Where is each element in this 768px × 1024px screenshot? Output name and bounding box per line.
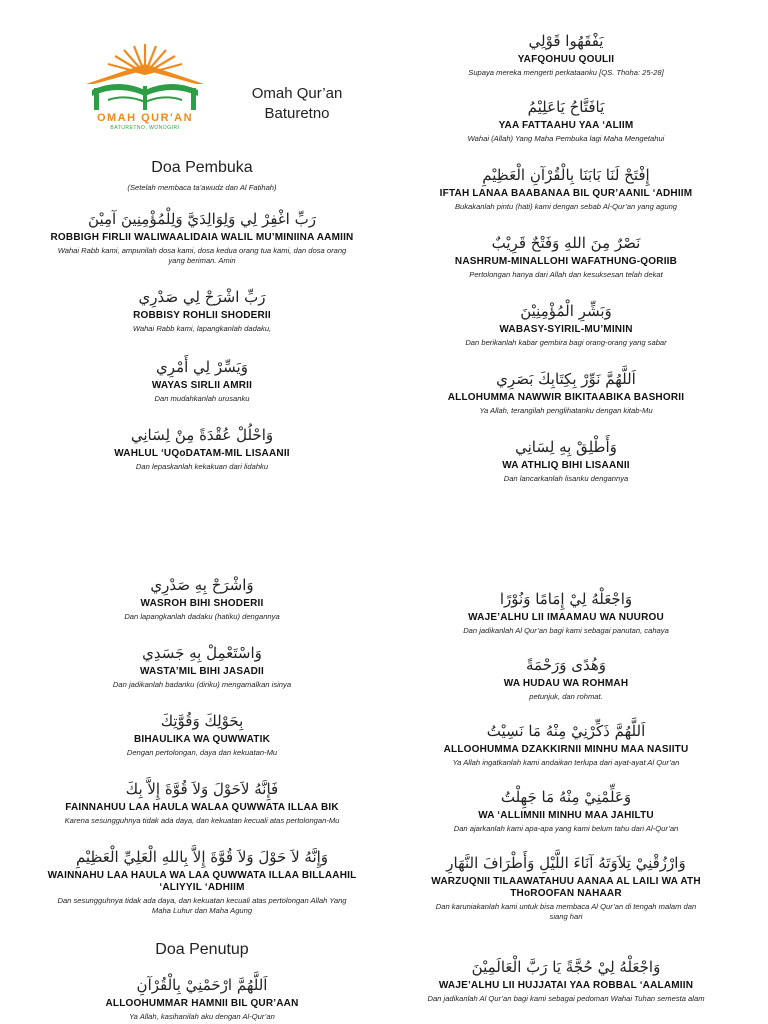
translation-text: Dan karuniakanlah kami untuk bisa membaca Al Qur’an di tengah malam dan siang hari <box>435 902 697 921</box>
arabic-text: وَاجْعَلْهُ لِيْ حُجَّةً يَا رَبَّ الْعَالَمِيْنَ <box>471 958 661 976</box>
latin-text: NASHRUM-MINALLOHI WAFATHUNG-QORIIB <box>454 256 678 267</box>
brand-name-line1: Omah Qur’an <box>251 85 343 102</box>
translation-text: Dan jadikanlah badanku (diriku) mengamalkan isinya <box>112 680 292 689</box>
arabic-text: وَاحْلُلْ عُقْدَةً مِنْ لِسَانِي <box>130 426 274 444</box>
arabic-text: وَأَطْلِقْ بِهِ لِسَانِي <box>515 438 617 456</box>
arabic-text: يَفْقَهُوا قَوْلِي <box>528 32 604 50</box>
translation-text: Dan ajarkanlah kami apa-apa yang kami belum tahu dari Al-Qur’an <box>453 824 679 833</box>
arabic-text: بِحَوْلِكَ وَقُوَّتِكَ <box>160 712 244 730</box>
latin-text: WARZUQNII TILAAWATAHUU AANAA AL LAILI WA ATH THoROOFAN NAHAAR <box>431 876 701 899</box>
arabic-text: وَيَسِّرْ لِي أَمْرِي <box>156 358 248 376</box>
section-title-penutup: Doa Penutup <box>155 941 249 958</box>
translation-text: Ya Allah, terangilah penglihatanku dengan kitab-Mu <box>479 406 653 415</box>
latin-text: BIHAULIKA WA QUWWATIK <box>133 734 271 745</box>
prayer-item <box>34 358 370 404</box>
translation-text: Pertolongan hanya dari Allah dan kesuksesan telah dekat <box>469 270 663 279</box>
brand-name <box>232 84 362 124</box>
logo-subtext: BATURETNO, WONOGIRI <box>110 125 180 131</box>
latin-text: ALLOOHUMMA DZAKKIRNII MINHU MAA NASIITU <box>443 744 689 755</box>
prayer-item <box>396 854 736 922</box>
translation-text: petunjuk, dan rohmat. <box>529 692 603 701</box>
latin-text: FAINNAHUU LAA HAULA WALAA QUWWATA ILLAA BIK <box>65 802 339 813</box>
prayer-item <box>396 32 736 78</box>
translation-text: Wahai (Allah) Yang Maha Pembuka lagi Maha Mengetahui <box>467 134 665 143</box>
prayer-item <box>34 848 370 916</box>
prayer-item <box>34 288 370 334</box>
translation-text: Dan jadikanlah Al Qur’an bagi kami sebagai pedoman Wahai Tuhan semesta alam <box>427 994 705 1003</box>
prayer-item <box>396 98 736 144</box>
latin-text: ROBBIGH FIRLII WALIWAALIDAIA WALIL MU’MINIINA AAMIIN <box>50 232 354 243</box>
arabic-text: رَبِّ اشْرَحْ لِي صَدْرِي <box>138 288 266 306</box>
arabic-text: فَإِنَّهُ لاَحَوْلَ وَلاَ قُوَّةَ إِلاَّ بِكَ <box>125 780 279 798</box>
translation-text: Dan lepaskanlah kekakuan dari lidahku <box>135 462 269 471</box>
arabic-text: وَاسْتَعْمِلْ بِهِ جَسَدِي <box>142 644 262 662</box>
prayer-item <box>396 234 736 280</box>
pembuka-header <box>34 158 370 193</box>
right-top-column <box>396 32 736 502</box>
arabic-text: يَافَتَّاحُ يَاعَلِيْمُ <box>527 98 605 116</box>
latin-text: IFTAH LANAA BAABANAA BIL QUR’AANIL ‘ADHIIM <box>439 188 693 199</box>
prayer-item <box>34 712 370 758</box>
arabic-text: وَاجْعَلْهُ لِيْ إِمَامًا وَنُوْرًا <box>499 590 633 608</box>
latin-text: WAJE’ALHU LII HUJJATAI YAA ROBBAL ‘AALAMIIN <box>438 980 694 991</box>
prayer-item <box>396 438 736 484</box>
arabic-text: اَللَّهُمَّ ذَكِّرْنِيْ مِنْهُ مَا نَسِيْتُ <box>486 722 646 740</box>
prayer-item <box>396 656 736 702</box>
translation-text: Supaya mereka mengerti perkataanku [QS. Thoha: 25-28] <box>468 68 664 77</box>
translation-text: Wahai Rabb kami, lapangkanlah dadaku, <box>132 324 272 333</box>
translation-text: Dan jadikanlah Al Qur’an bagi kami sebagai panutan, cahaya <box>463 626 669 635</box>
prayer-item <box>34 426 370 472</box>
prayer-item <box>34 210 370 266</box>
left-bottom-column <box>34 576 370 1024</box>
omah-quran-logo <box>82 40 208 130</box>
latin-text: WAYAS SIRLII AMRII <box>151 380 253 391</box>
translation-text: Ya Allah, kasihanilah aku dengan Al-Qur’an <box>129 1012 275 1021</box>
penutup-header <box>34 940 370 960</box>
prayer-item <box>396 590 736 636</box>
arabic-text: وَعَلِّمْنِيْ مِنْهُ مَا جَهِلْتُ <box>500 788 632 806</box>
latin-text: WA ATHLIQ BIHI LISAANII <box>502 460 630 471</box>
prayer-item <box>34 976 370 1022</box>
translation-text: Dan berikanlah kabar gembira bagi orang-orang yang sabar <box>465 338 667 347</box>
latin-text: ROBBISY ROHLII SHODERII <box>133 310 271 321</box>
arabic-text: وَهُدًى وَرَحْمَةً <box>525 656 606 674</box>
arabic-text: إِفْتَحْ لَنَا بَابَنَا بِالْقُرْآنِ الْعَظِيْمِ <box>482 166 650 184</box>
latin-text: ALLOHUMMA NAWWIR BIKITAABIKA BASHORII <box>447 392 685 403</box>
translation-text: Dengan pertolongan, daya dan kekuatan-Mu <box>126 748 278 757</box>
arabic-text: وَاشْرَحْ بِهِ صَدْرِي <box>150 576 254 594</box>
prayer-item <box>34 780 370 826</box>
arabic-text: وَبَشِّرِ الْمُؤْمِنِيْنَ <box>520 302 612 320</box>
translation-text: Karena sesungguhnya tidak ada daya, dan kekuatan kecuali atas pertolongan-Mu <box>64 816 340 825</box>
arabic-text: رَبِّ اغْفِرْ لِي وَلِوَالِدَيَّ وَلِلْمُؤْمِنِينَ آمِيْنَ <box>88 210 316 228</box>
arabic-text: وَإِنَّهُ لاَ حَوْلَ وَلاَ قُوَّةَ إِلاَّ بِاللهِ الْعَلِيِّ الْعَظِيْمِ <box>75 848 329 866</box>
translation-text: Dan lapangkanlah dadaku (hatiku) dengannya <box>124 612 280 621</box>
logo-text: OMAH QUR'AN <box>96 112 194 124</box>
latin-text: YAA FATTAAHU YAA ‘ALIIM <box>498 120 634 131</box>
latin-text: ALLOOHUMMAR HAMNII BIL QUR’AAN <box>105 998 299 1009</box>
prayer-item <box>396 166 736 212</box>
latin-text: WASROH BIHI SHODERII <box>140 598 264 609</box>
latin-text: WAHLUL ‘UQoDATAM-MIL LISAANII <box>114 448 290 459</box>
arabic-text: نَصْرٌ مِنَ اللهِ وَفَتْحٌ قَرِيْبٌ <box>491 234 641 252</box>
pembuka-note: (Setelah membaca ta’awudz dan Al Fatihah) <box>127 183 277 192</box>
latin-text: WA ‘ALLIMNII MINHU MAA JAHILTU <box>478 810 654 821</box>
arabic-text: اَللَّهُمَّ ارْحَمْنِيْ بِالْقُرْآنِ <box>136 976 268 994</box>
right-bottom-column <box>396 590 736 1020</box>
arabic-text: اَللَّهُمَّ نَوِّرْ بِكِتَابِكَ بَصَرِي <box>496 370 636 388</box>
prayer-item <box>34 644 370 690</box>
translation-text: Dan mudahkanlah urusanku <box>154 394 250 403</box>
section-title-pembuka: Doa Pembuka <box>151 159 253 176</box>
latin-text: WABASY-SYIRIL-MU’MININ <box>499 324 633 335</box>
prayer-item <box>34 576 370 622</box>
latin-text: YAFQOHUU QOULII <box>517 54 615 65</box>
latin-text: WA HUDAU WA ROHMAH <box>503 678 629 689</box>
latin-text: WAJE’ALHU LII IMAAMAU WA NUUROU <box>468 612 664 623</box>
translation-text: Dan sesungguhnya tidak ada daya, dan kekuatan kecuali atas pertolongan Allah Yang Maha Luhur dan Maha Agung <box>57 896 347 915</box>
translation-text: Ya Allah ingatkanlah kami andaikan terlupa dari ayat-ayat Al Qur’an <box>452 758 680 767</box>
arabic-text: وَارْزُقْنِيْ تِلاَوَتَهُ آنَاءَ اللَّيْلِ وَأَطْرَافَ النَّهَارِ <box>446 854 686 872</box>
translation-text: Dan lancarkanlah lisanku dengannya <box>503 474 629 483</box>
prayer-item <box>396 370 736 416</box>
prayer-item <box>396 722 736 768</box>
translation-text: Wahai Rabb kami, ampunilah dosa kami, dosa kedua orang tua kami, dan dosa orang yang beriman. Amin <box>57 246 347 265</box>
translation-text: Bukakanlah pintu (hati) kami dengan sebab Al-Qur’an yang agung <box>454 202 678 211</box>
latin-text: WAINNAHU LAA HAULA WA LAA QUWWATA ILLAA BILLAAHIL ‘ALIYYIL ‘ADHIIM <box>47 870 357 893</box>
latin-text: WASTA’MIL BIHI JASADII <box>139 666 265 677</box>
prayer-item <box>396 302 736 348</box>
left-top-column <box>34 158 370 488</box>
prayer-item <box>396 958 736 1004</box>
brand-name-line2: Baturetno <box>264 105 330 122</box>
prayer-item <box>396 788 736 834</box>
